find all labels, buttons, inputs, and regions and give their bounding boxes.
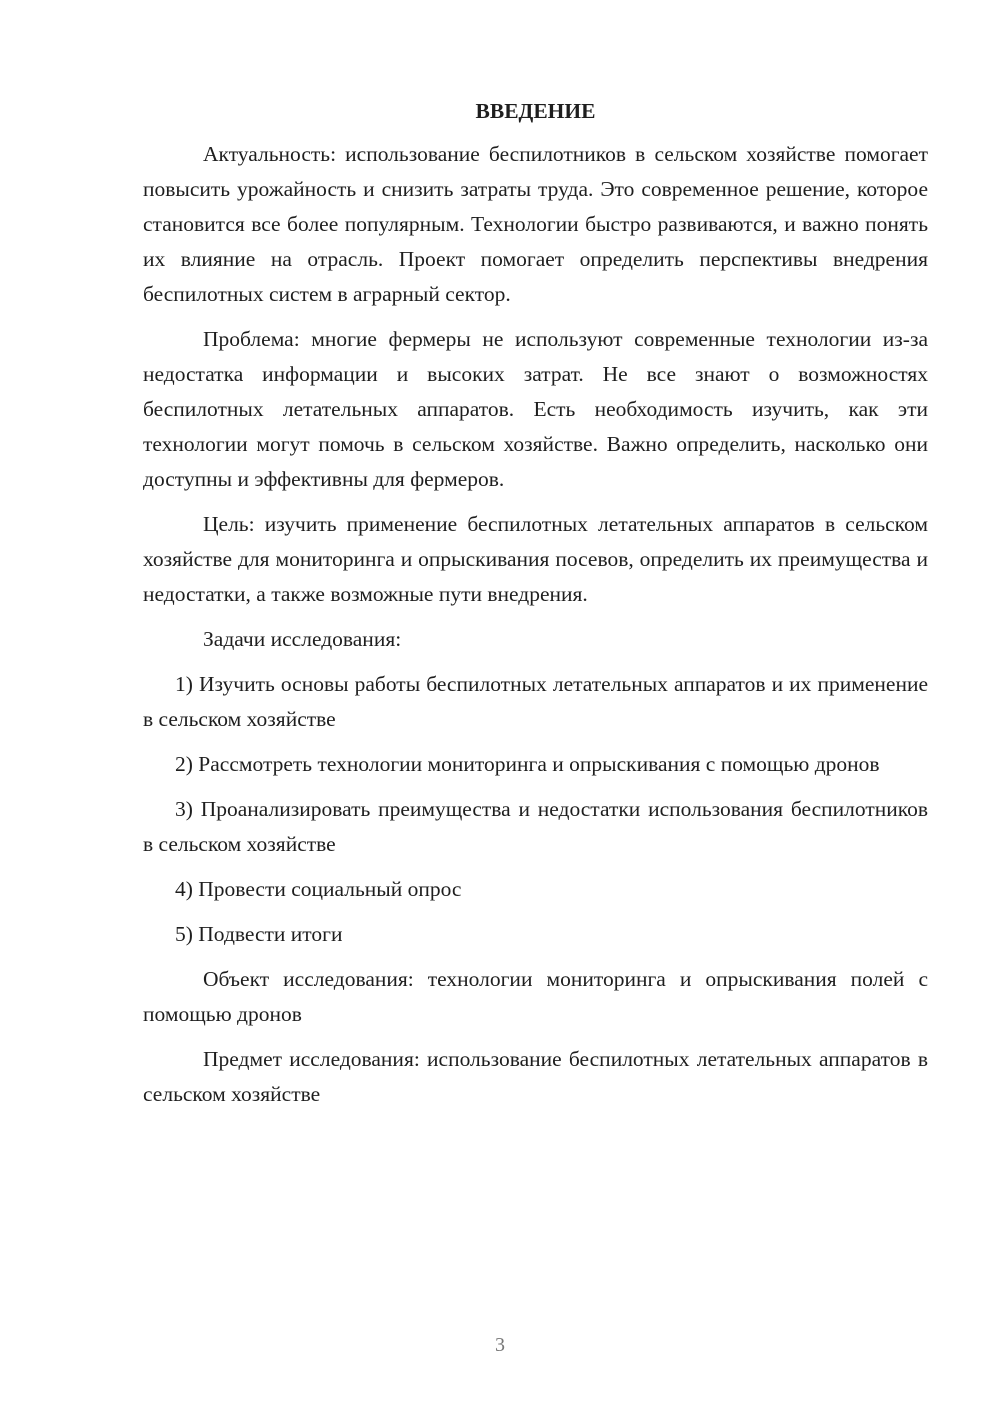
section-title: ВВЕДЕНИЕ (475, 99, 596, 123)
task-item-4: 4) Провести социальный опрос (175, 877, 462, 901)
task-item-5: 5) Подвести итоги (175, 922, 343, 946)
task-item-2: 2) Рассмотреть технологии мониторинга и опрыскивания с помощью дронов (175, 752, 880, 776)
task-item-1: 1) Изучить основы работы беспилотных летательных аппаратов и их применение в сельском хозяйстве (143, 672, 928, 731)
relevance-paragraph: Актуальность: использование беспилотников в сельском хозяйстве помогает повысить урожайность и снизить затраты труда. Это современное решение, которое становится все более популярным. Технологии быстро развиваются, и важно понять их влияние на отрасль. Проект помогает определить перспективы внедрения беспилотных систем в аграрный сектор. (143, 142, 928, 306)
problem-paragraph: Проблема: многие фермеры не используют современные технологии из-за недостатка информации и высоких затрат. Не все знают о возможностях беспилотных летательных аппаратов. Есть необходимость изучить, как эти технологии могут помочь в сельском хозяйстве. Важно определить, насколько они доступны и эффективны для фермеров. (143, 327, 928, 491)
tasks-heading: Задачи исследования: (203, 627, 402, 651)
page-number: 3 (495, 1334, 505, 1356)
subject-paragraph: Предмет исследования: использование беспилотных летательных аппаратов в сельском хозяйстве (143, 1047, 928, 1106)
object-paragraph: Объект исследования: технологии мониторинга и опрыскивания полей с помощью дронов (143, 967, 928, 1026)
task-item-3: 3) Проанализировать преимущества и недостатки использования беспилотников в сельском хозяйстве (143, 797, 928, 856)
goal-paragraph: Цель: изучить применение беспилотных летательных аппаратов в сельском хозяйстве для мониторинга и опрыскивания посевов, определить их преимущества и недостатки, а также возможные пути внедрения. (143, 512, 928, 606)
document-page (143, 96, 928, 1122)
